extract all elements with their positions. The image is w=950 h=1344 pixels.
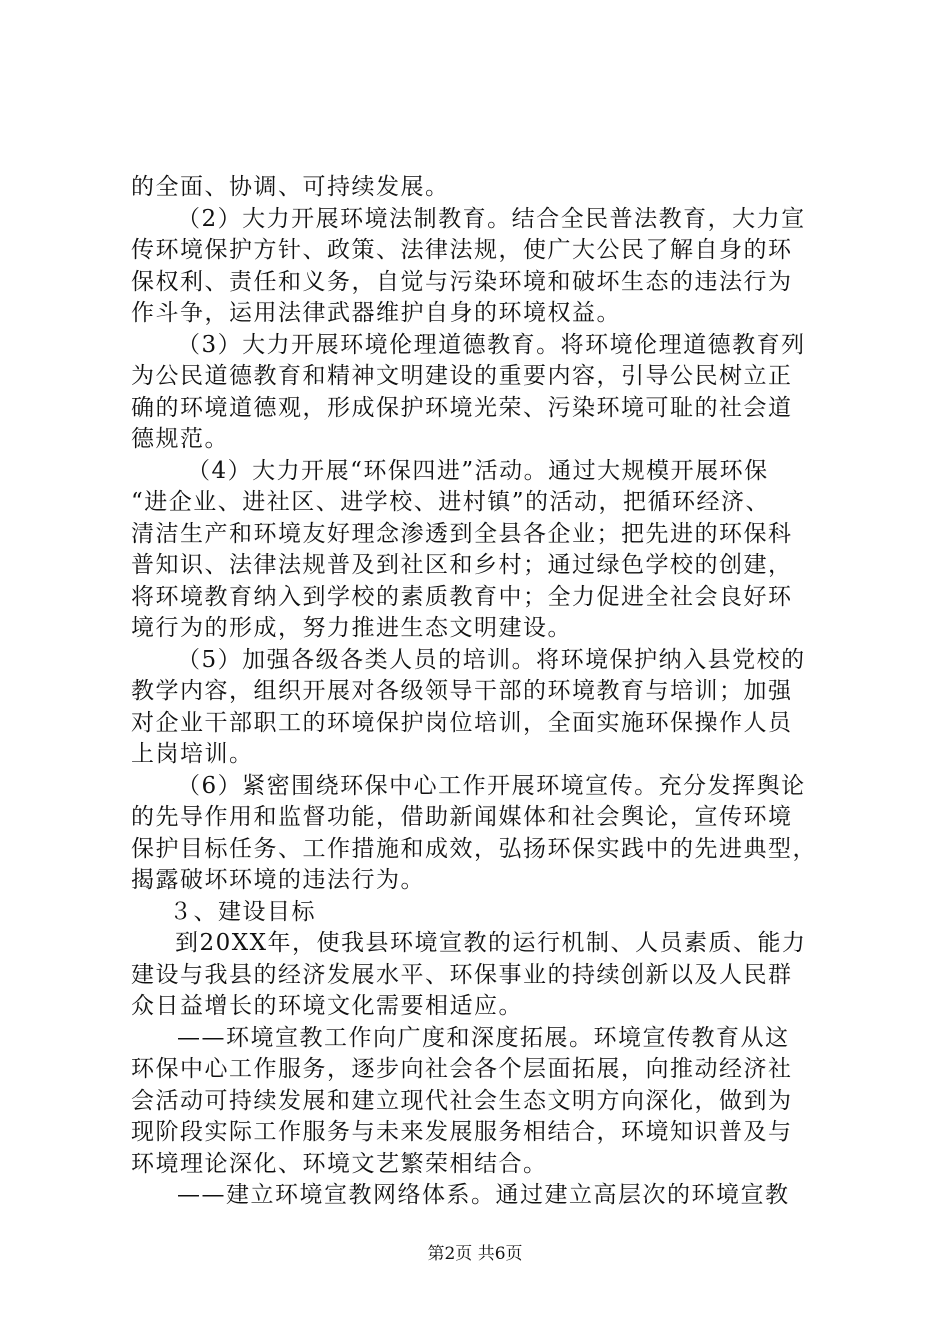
text-line: （4）大力开展“环保四进”活动。通过大规模开展环保 <box>187 457 769 484</box>
text-line: 德规范。 <box>131 426 229 452</box>
text-line: 境行为的形成，努力推进生态文明建设。 <box>131 615 572 641</box>
text-line: 确的环境道德观，形成保护环境光荣、污染环境可耻的社会道 <box>131 394 793 421</box>
text-line: 上岗培训。 <box>131 741 254 767</box>
text-line: （6）紧密围绕环保中心工作开展环境宣传。充分发挥舆论 <box>177 772 806 799</box>
text-line: 将环境教育纳入到学校的素质教育中；全力促进全社会良好环 <box>131 583 793 610</box>
text-line: （5）加强各级各类人员的培训。将环境保护纳入县党校的 <box>177 646 806 673</box>
document-body <box>131 172 831 1212</box>
page-number-footer: 第2页 共6页 <box>427 1244 523 1264</box>
text-line: 教学内容，组织开展对各级领导干部的环境教育与培训；加强 <box>131 678 793 704</box>
text-line: ——建立环境宣教网络体系。通过建立高层次的环境宣教 <box>177 1182 790 1208</box>
text-line: 会活动可持续发展和建立现代社会生态文明方向深化，做到为 <box>131 1087 793 1114</box>
text-line: 揭露破坏环境的违法行为。 <box>131 867 425 893</box>
text-line: ——环境宣教工作向广度和深度拓展。环境宣传教育从这 <box>177 1024 790 1051</box>
text-line: （2）大力开展环境法制教育。结合全民普法教育，大力宣 <box>177 205 806 232</box>
text-line: “进企业、进社区、进学校、进村镇”的活动，把循环经济、 <box>131 489 771 515</box>
text-line: 到20XX年，使我县环境宣教的运行机制、人员素质、能力 <box>175 930 807 956</box>
text-line: （3）大力开展环境伦理道德教育。将环境伦理道德教育列 <box>177 331 806 358</box>
text-line: 传环境保护方针、政策、法律法规，使广大公民了解自身的环 <box>131 237 793 263</box>
text-line: 环境理论深化、环境文艺繁荣相结合。 <box>131 1150 548 1177</box>
text-line: 清洁生产和环境友好理念渗透到全县各企业；把先进的环保科 <box>131 520 793 547</box>
text-line: 现阶段实际工作服务与未来发展服务相结合，环境知识普及与 <box>131 1119 793 1145</box>
text-line: 建设与我县的经济发展水平、环保事业的持续创新以及人民群 <box>131 961 793 988</box>
text-line: 保权利、责任和义务，自觉与污染环境和破坏生态的违法行为 <box>131 268 793 295</box>
text-line: 的先导作用和监督功能，借助新闻媒体和社会舆论，宣传环境 <box>131 804 793 830</box>
text-line: 保护目标任务、工作措施和成效，弘扬环保实践中的先进典型， <box>131 835 817 862</box>
text-line: 对企业干部职工的环境保护岗位培训，全面实施环保操作人员 <box>131 709 793 736</box>
text-line: 的全面、协调、可持续发展。 <box>131 174 450 200</box>
text-line: 普知识、法律法规普及到社区和乡村；通过绿色学校的创建， <box>131 552 793 578</box>
text-line: 作斗争，运用法律武器维护自身的环境权益。 <box>131 300 621 326</box>
text-line: 环保中心工作服务，逐步向社会各个层面拓展，向推动经济社 <box>131 1056 793 1082</box>
text-line: 众日益增长的环境文化需要相适应。 <box>131 993 523 1019</box>
text-line: 为公民道德教育和精神文明建设的重要内容，引导公民树立正 <box>131 363 793 389</box>
section-heading: ３、建设目标 <box>169 898 316 925</box>
